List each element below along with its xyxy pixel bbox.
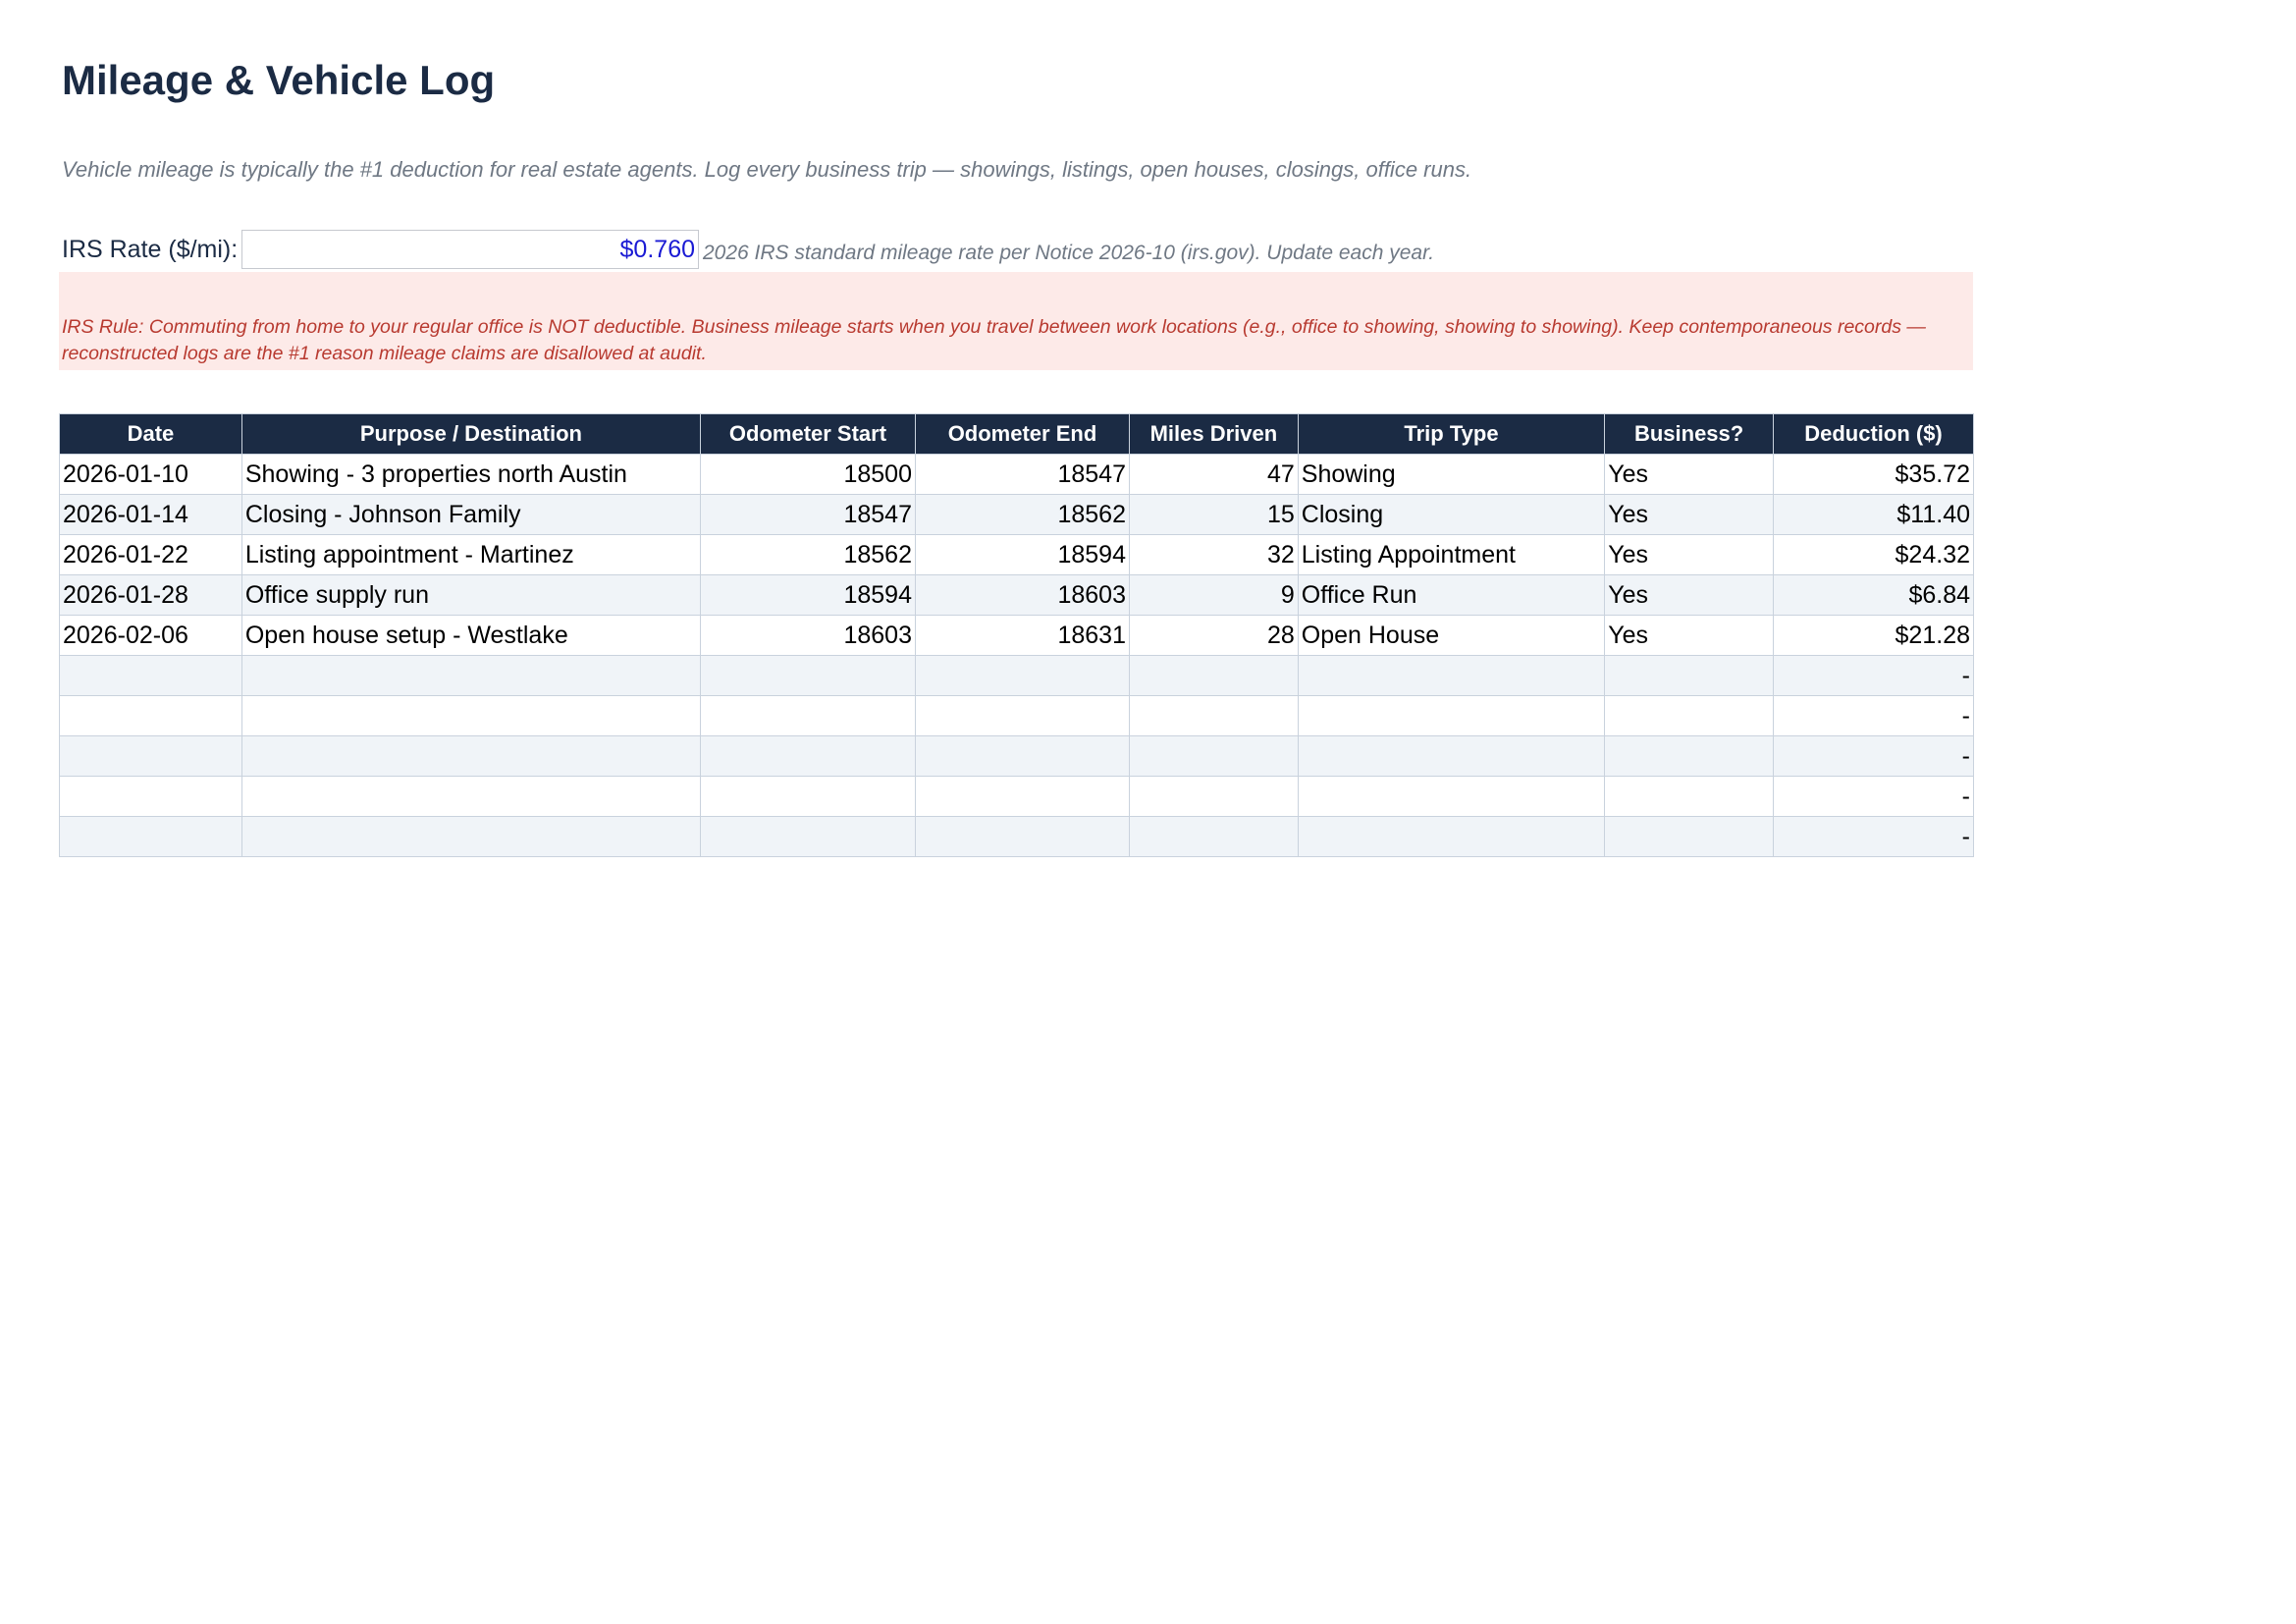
odometer-end-cell[interactable]: 18603 [915,575,1129,616]
odometer-start-cell[interactable]: 18562 [700,535,915,575]
header-deduction: Deduction ($) [1773,414,1973,455]
miles-driven-cell[interactable]: 28 [1129,616,1298,656]
table-row [60,656,1974,696]
business-cell[interactable] [1605,736,1774,777]
purpose-cell[interactable]: Open house setup - Westlake [241,616,700,656]
odometer-end-cell[interactable]: 18594 [915,535,1129,575]
deduction-cell[interactable]: $24.32 [1773,535,1973,575]
table-row [60,495,1974,535]
odometer-start-cell[interactable] [700,656,915,696]
odometer-end-cell[interactable] [915,777,1129,817]
date-cell[interactable]: 2026-01-10 [60,455,242,495]
trip-type-cell[interactable] [1298,736,1604,777]
deduction-cell[interactable]: $21.28 [1773,616,1973,656]
deduction-cell[interactable]: - [1773,656,1973,696]
odometer-start-cell[interactable]: 18547 [700,495,915,535]
date-cell[interactable] [60,696,242,736]
miles-driven-cell[interactable] [1129,656,1298,696]
miles-driven-cell[interactable] [1129,696,1298,736]
trip-type-cell[interactable] [1298,696,1604,736]
odometer-end-cell[interactable] [915,736,1129,777]
odometer-end-cell[interactable] [915,817,1129,857]
deduction-cell[interactable]: $6.84 [1773,575,1973,616]
page-title: Mileage & Vehicle Log [62,57,496,103]
miles-driven-cell[interactable] [1129,777,1298,817]
table-row [60,616,1974,656]
deduction-cell[interactable]: $35.72 [1773,455,1973,495]
odometer-start-cell[interactable] [700,817,915,857]
miles-driven-cell[interactable]: 47 [1129,455,1298,495]
table-row [60,696,1974,736]
trip-type-cell[interactable] [1298,817,1604,857]
odometer-end-cell[interactable]: 18631 [915,616,1129,656]
deduction-cell[interactable]: - [1773,736,1973,777]
page-subtitle: Vehicle mileage is typically the #1 deduction for real estate agents. Log every business trip — showings, listings, open houses, closings, office runs. [62,157,1472,182]
table-row [60,817,1974,857]
business-cell[interactable]: Yes [1605,535,1774,575]
header-miles-driven: Miles Driven [1129,414,1298,455]
table-row [60,777,1974,817]
irs-rate-input[interactable] [241,230,699,269]
table-row [60,575,1974,616]
irs-rate-row [59,230,1973,271]
business-cell[interactable]: Yes [1605,495,1774,535]
purpose-cell[interactable] [241,656,700,696]
odometer-end-cell[interactable]: 18562 [915,495,1129,535]
odometer-start-cell[interactable]: 18603 [700,616,915,656]
header-trip-type: Trip Type [1298,414,1604,455]
trip-type-cell[interactable]: Office Run [1298,575,1604,616]
date-cell[interactable] [60,736,242,777]
purpose-cell[interactable] [241,817,700,857]
header-odometer-end: Odometer End [915,414,1129,455]
deduction-cell[interactable]: - [1773,696,1973,736]
deduction-cell[interactable]: $11.40 [1773,495,1973,535]
miles-driven-cell[interactable] [1129,736,1298,777]
date-cell[interactable]: 2026-01-28 [60,575,242,616]
purpose-cell[interactable]: Listing appointment - Martinez [241,535,700,575]
table-body [60,455,1974,857]
date-cell[interactable] [60,777,242,817]
business-cell[interactable] [1605,696,1774,736]
odometer-start-cell[interactable] [700,696,915,736]
odometer-end-cell[interactable] [915,696,1129,736]
purpose-cell[interactable]: Office supply run [241,575,700,616]
trip-type-cell[interactable]: Open House [1298,616,1604,656]
trip-type-cell[interactable]: Listing Appointment [1298,535,1604,575]
trip-type-cell[interactable]: Closing [1298,495,1604,535]
purpose-cell[interactable]: Closing - Johnson Family [241,495,700,535]
header-odometer-start: Odometer Start [700,414,915,455]
business-cell[interactable] [1605,656,1774,696]
header-date: Date [60,414,242,455]
irs-rate-note: 2026 IRS standard mileage rate per Notice 2026-10 (irs.gov). Update each year. [703,242,1435,264]
deduction-cell[interactable]: - [1773,817,1973,857]
odometer-start-cell[interactable] [700,777,915,817]
header-purpose: Purpose / Destination [241,414,700,455]
header-business: Business? [1605,414,1774,455]
business-cell[interactable] [1605,817,1774,857]
business-cell[interactable]: Yes [1605,616,1774,656]
business-cell[interactable]: Yes [1605,455,1774,495]
irs-rate-label: IRS Rate ($/mi): [62,236,239,263]
purpose-cell[interactable] [241,777,700,817]
mileage-table [59,413,1974,857]
odometer-start-cell[interactable]: 18594 [700,575,915,616]
purpose-cell[interactable] [241,696,700,736]
table-row [60,455,1974,495]
miles-driven-cell[interactable]: 32 [1129,535,1298,575]
date-cell[interactable]: 2026-02-06 [60,616,242,656]
trip-type-cell[interactable] [1298,777,1604,817]
miles-driven-cell[interactable]: 9 [1129,575,1298,616]
date-cell[interactable]: 2026-01-22 [60,535,242,575]
date-cell[interactable] [60,817,242,857]
business-cell[interactable] [1605,777,1774,817]
odometer-end-cell[interactable] [915,656,1129,696]
purpose-cell[interactable]: Showing - 3 properties north Austin [241,455,700,495]
deduction-cell[interactable]: - [1773,777,1973,817]
odometer-end-cell[interactable]: 18547 [915,455,1129,495]
trip-type-cell[interactable]: Showing [1298,455,1604,495]
table-row [60,535,1974,575]
table-row [60,736,1974,777]
business-cell[interactable]: Yes [1605,575,1774,616]
miles-driven-cell[interactable] [1129,817,1298,857]
table-header-row [60,414,1974,455]
odometer-start-cell[interactable] [700,736,915,777]
miles-driven-cell[interactable]: 15 [1129,495,1298,535]
odometer-start-cell[interactable]: 18500 [700,455,915,495]
date-cell[interactable]: 2026-01-14 [60,495,242,535]
trip-type-cell[interactable] [1298,656,1604,696]
irs-rule-notice: IRS Rule: Commuting from home to your regular office is NOT deductible. Business mileage starts when you travel between work locations (e.g., office to showing, showing to showing). Keep contemporaneous records — reconstructed logs are the #1 reason mileage claims are disallowed at audit. [59,272,1973,370]
date-cell[interactable] [60,656,242,696]
purpose-cell[interactable] [241,736,700,777]
